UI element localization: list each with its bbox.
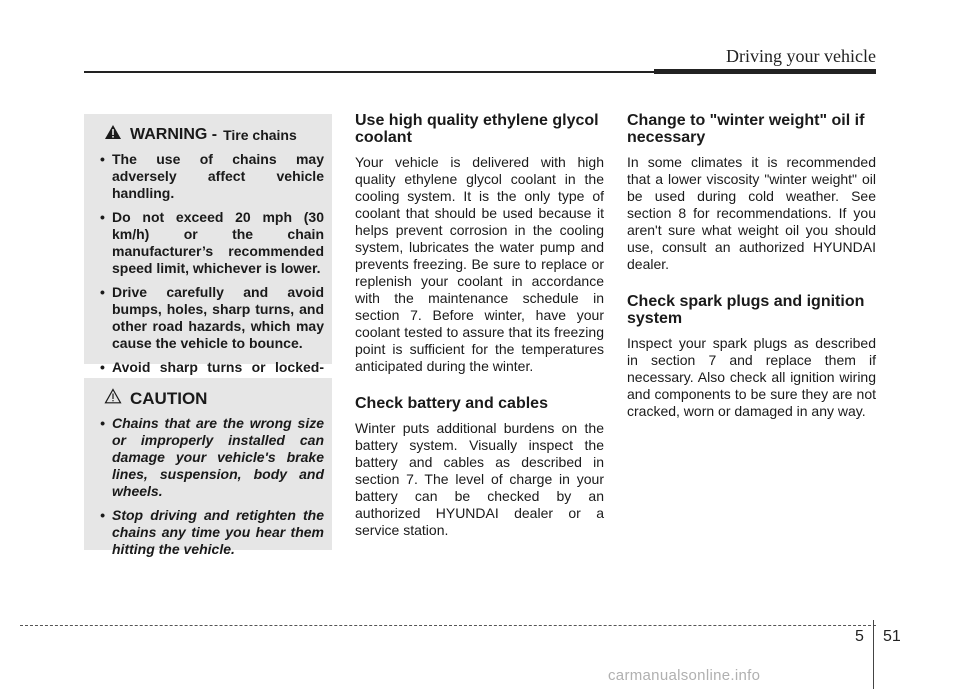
caution-item: • Chains that are the wrong size or improperly installed can damage your vehicle's brake lines, suspension, body and wheels. [94, 415, 324, 500]
oil-heading: Change to "winter weight" oil if necessary [627, 112, 865, 146]
warning-list [94, 151, 324, 393]
battery-heading: Check battery and cables [355, 395, 548, 412]
section-number: 5 [855, 628, 864, 645]
caution-title [104, 388, 324, 409]
page-header-title: Driving your vehicle [726, 46, 876, 66]
warning-item: • Avoid sharp turns or locked- [94, 359, 324, 393]
spark-body: Inspect your spark plugs as described in section 7 and replace them if necessary. Also check all ignition wiring and components to be sure they are not cracked, worn or damaged in any way. [627, 335, 876, 419]
caution-list [94, 415, 324, 558]
warning-item: • The use of chains may adversely affect vehicle handling. [94, 151, 324, 202]
battery-body: Winter puts additional burdens on the battery system. Visually inspect the battery and cables as described in section 7. The level of charge in your battery can be checked by an authorized HYUNDAI dealer or a service station. [355, 420, 604, 538]
warning-item: • Drive carefully and avoid bumps, holes, sharp turns, and other road hazards, which may cause the vehicle to bounce. [94, 284, 324, 352]
warning-item: • Do not exceed 20 mph (30 km/h) or the chain manufacturer’s recommended speed limit, whichever is lower. [94, 209, 324, 277]
oil-body: In some climates it is recommended that a lower viscosity "winter weight" oil be used during cold weather. See section 8 for recommendations. If you aren't sure what weight oil you should use, consult an authorized HYUNDAI dealer. [627, 154, 876, 272]
warning-box [84, 114, 332, 375]
watermark: carmanualsonline.info [608, 667, 761, 684]
warning-label: WARNING - [130, 125, 218, 143]
middle-column [355, 112, 604, 559]
page-number-divider [873, 620, 874, 689]
footer-rule [20, 625, 876, 626]
caution-item: • Stop driving and retighten the chains any time you hear them hitting the vehicle. [94, 507, 324, 558]
header-rule-accent [654, 69, 876, 74]
right-column [627, 112, 876, 440]
caution-label: CAUTION [130, 388, 208, 408]
warning-subject: Tire chains [223, 126, 297, 143]
caution-box [84, 378, 332, 557]
coolant-heading: Use high quality ethylene glycol coolant [355, 112, 599, 146]
coolant-body: Your vehicle is delivered with high quality ethylene glycol coolant in the cooling system. It is the only type of coolant that should be used because it helps prevent corrosion in the cooling system, lubricates the water pump and prevents freezing. Be sure to replace or replenish your coolant in accordance with the maintenance schedule in section 7. Before winter, have your coolant tested to assure that its freezing point is sufficient for the temperatures anticipated during the winter. [355, 154, 604, 374]
caution-triangle-icon [104, 388, 122, 409]
warning-triangle-icon [104, 124, 122, 145]
warning-title [104, 124, 324, 145]
page-number: 51 [883, 628, 901, 645]
spark-heading: Check spark plugs and ignition system [627, 293, 865, 327]
